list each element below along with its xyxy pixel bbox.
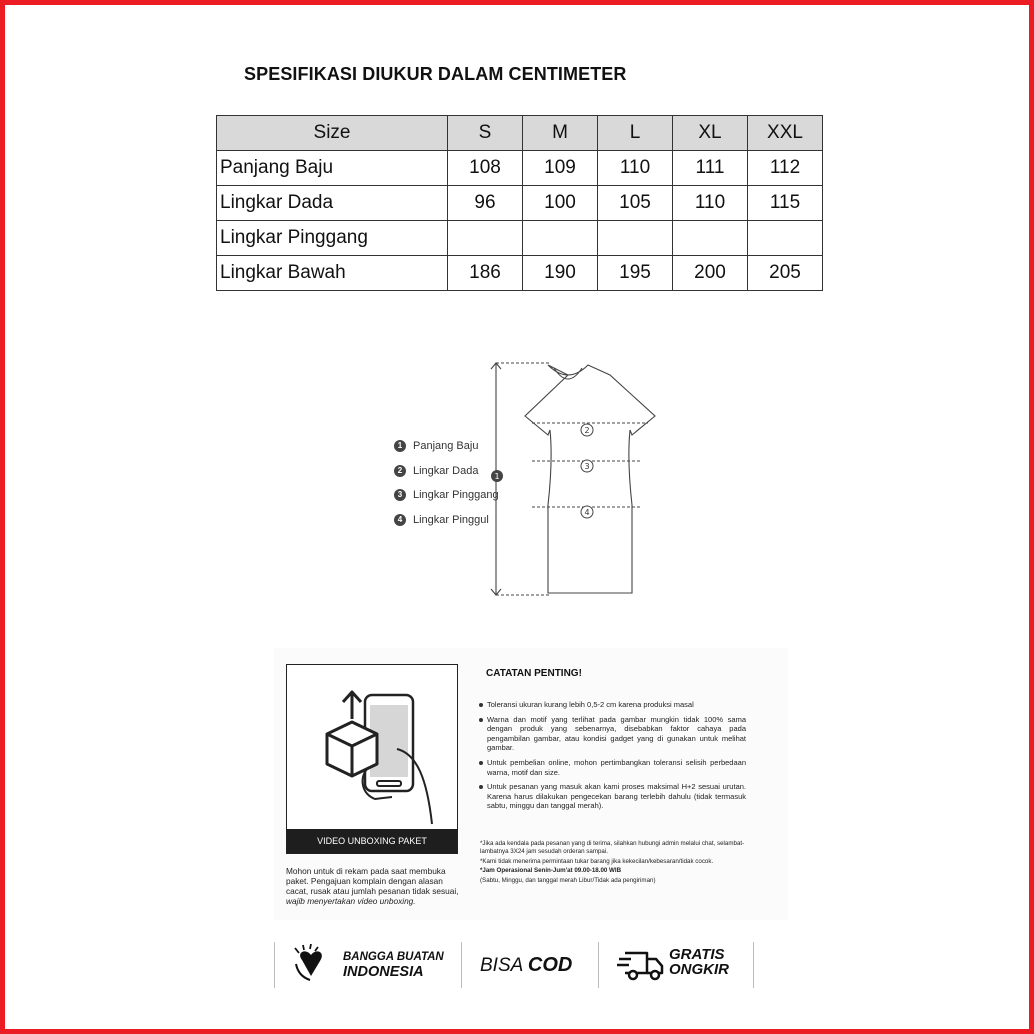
legend-number: 3 — [394, 489, 406, 501]
row-label: Lingkar Pinggang — [217, 221, 448, 256]
description-line: cacat, rusak atau jumlah pesanan tidak sesuai, — [286, 886, 459, 896]
legend-number: 4 — [394, 514, 406, 526]
diagram-marker — [491, 470, 503, 482]
bisa-cod-badge — [480, 954, 572, 977]
diagram-marker — [581, 424, 593, 436]
legend-label: Lingkar Dada — [413, 464, 479, 477]
table-cell: 96 — [448, 186, 523, 221]
list-item: Warna dan motif yang terlihat pada gambar mungkin tidak 100% sama dengan produk yang sebenarnya, disebabkan faktor cahaya pada pengambilan gambar, atau kondisi gadget yang di gunakan untuk melihat gambar. — [478, 715, 746, 753]
badge-line: GRATIS — [669, 946, 725, 963]
legend-number: 2 — [394, 465, 406, 477]
svg-text:3: 3 — [584, 462, 590, 471]
legend-label: Lingkar Pinggul — [413, 513, 489, 526]
table-header-row — [217, 116, 823, 151]
table-cell: 190 — [523, 256, 598, 291]
phone-box-icon — [307, 679, 437, 827]
table-cell — [448, 221, 523, 256]
notes-title: CATATAN PENTING! — [486, 668, 582, 679]
page-title: SPESIFIKASI DIUKUR DALAM CENTIMETER — [244, 64, 627, 84]
dress-measurement-diagram — [480, 355, 660, 605]
header-cell: S — [448, 116, 523, 151]
header-cell: Size — [217, 116, 448, 151]
table-cell: 186 — [448, 256, 523, 291]
footnote: (Sabtu, Minggu, dan tanggal merah Libur/Tidak ada pengiriman) — [480, 876, 656, 884]
legend-number: 1 — [394, 440, 406, 452]
legend-label: Lingkar Pinggang — [413, 489, 499, 501]
badge-divider — [598, 942, 599, 988]
unboxing-description — [286, 866, 464, 906]
header-cell: XXL — [748, 116, 823, 151]
svg-text:1: 1 — [494, 472, 500, 481]
footnote: *Jika ada kendala pada pesanan yang di terima, silahkan hubungi admin melalui chat, selambat-lambatnya 3X24 jam sesudah orderan sampai. — [480, 840, 745, 855]
list-item: Toleransi ukuran kurang lebih 0,5-2 cm karena produksi masal — [478, 700, 746, 710]
list-item: Untuk pesanan yang masuk akan kami proses maksimal H+2 sesuai urutan. Karena harus dilakukan pengecekan barang terlebih dahulu (tidak termasuk sabtu, minggu dan tanggal merah). — [478, 782, 746, 811]
header-cell: XL — [673, 116, 748, 151]
unboxing-box — [286, 664, 458, 854]
dress-outline — [525, 365, 655, 593]
legend-label: Panjang Baju — [413, 440, 479, 452]
cod-text: COD — [527, 954, 573, 976]
table-row — [217, 256, 823, 291]
table-cell: 200 — [673, 256, 748, 291]
table-cell: 110 — [673, 186, 748, 221]
table-cell: 108 — [448, 151, 523, 186]
table-cell: 205 — [748, 256, 823, 291]
table-cell: 110 — [598, 151, 673, 186]
svg-text:4: 4 — [584, 508, 590, 517]
table-cell: 195 — [598, 256, 673, 291]
table-row — [217, 221, 823, 256]
row-label: Panjang Baju — [217, 151, 448, 186]
table-row — [217, 151, 823, 186]
unboxing-label: VIDEO UNBOXING PAKET — [287, 829, 457, 853]
description-line: wajib menyertakan video unboxing. — [286, 896, 416, 906]
delivery-truck-icon — [617, 948, 665, 982]
diagram-marker — [581, 460, 593, 472]
badge-divider — [461, 942, 462, 988]
table-cell: 115 — [748, 186, 823, 221]
table-cell: 111 — [673, 151, 748, 186]
bangga-buatan-indonesia-badge — [343, 950, 444, 980]
footnotes — [480, 840, 755, 886]
size-chart-table — [216, 115, 823, 291]
badge-line: BANGGA BUATAN — [343, 951, 444, 963]
header-cell: L — [598, 116, 673, 151]
bisa-text: BISA — [480, 955, 523, 976]
table-cell: 112 — [748, 151, 823, 186]
description-line: Mohon untuk di rekam pada saat membuka — [286, 866, 446, 876]
notes-list — [478, 700, 746, 816]
table-cell — [523, 221, 598, 256]
list-item: Untuk pembelian online, mohon pertimbangkan toleransi selisih perbedaan warna, motif dan size. — [478, 758, 746, 777]
badge-divider — [274, 942, 275, 988]
table-cell: 100 — [523, 186, 598, 221]
row-label: Lingkar Dada — [217, 186, 448, 221]
badge-divider — [753, 942, 754, 988]
table-row — [217, 186, 823, 221]
badge-line: ONGKIR — [669, 961, 729, 978]
table-cell: 105 — [598, 186, 673, 221]
table-cell: 109 — [523, 151, 598, 186]
heart-hand-icon — [292, 944, 334, 984]
header-cell: M — [523, 116, 598, 151]
table-cell — [673, 221, 748, 256]
svg-text:2: 2 — [584, 426, 590, 435]
badge-line: INDONESIA — [343, 964, 424, 980]
table-cell — [748, 221, 823, 256]
footnote: *Jam Operasional Senin-Jum'at 09.00-18.00 WIB — [480, 867, 622, 874]
footnote: *Kami tidak menerima permintaan tukar barang jika kekecilan/kebesaran/tidak cocok. — [480, 857, 714, 865]
row-label: Lingkar Bawah — [217, 256, 448, 291]
badges-bar — [274, 942, 754, 988]
description-line: paket. Pengajuan komplain dengan alasan — [286, 876, 443, 886]
diagram-marker — [581, 506, 593, 518]
table-cell — [598, 221, 673, 256]
gratis-ongkir-badge — [669, 947, 729, 977]
